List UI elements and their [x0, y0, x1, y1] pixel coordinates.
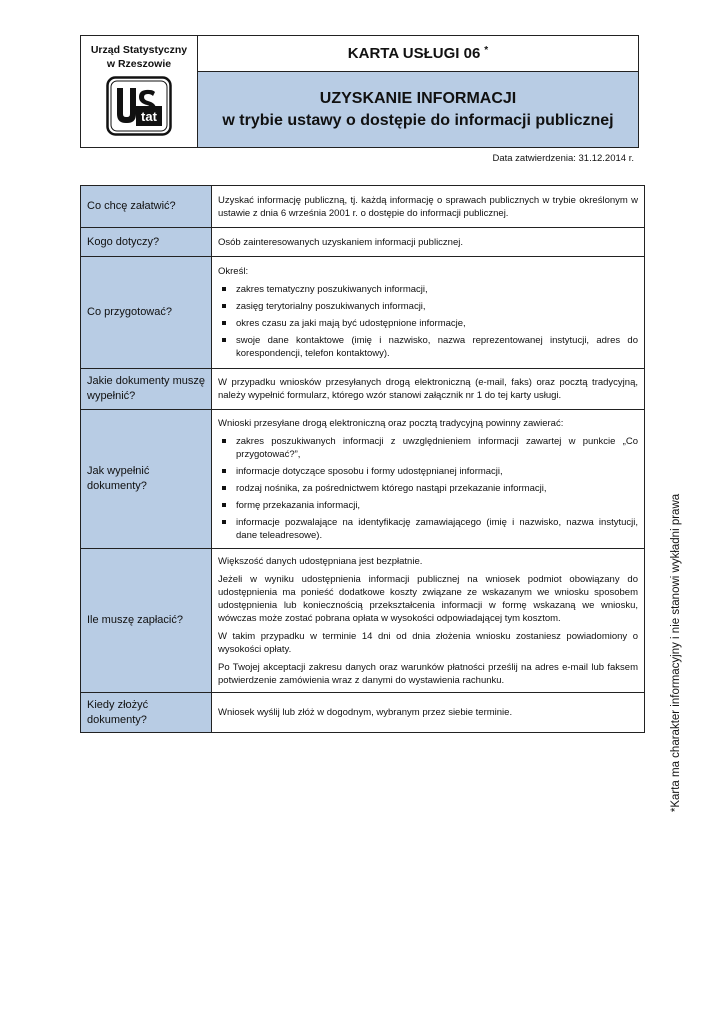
- list-item: formę przekazania informacji,: [218, 499, 638, 512]
- prepare-list: [218, 283, 638, 360]
- list-item: zasięg terytorialny poszukiwanych informacji,: [218, 300, 638, 313]
- answer-prepare: [212, 257, 645, 369]
- card-title-asterisk: *: [484, 45, 489, 56]
- disclaimer-footnote: [668, 487, 684, 819]
- office-name: [91, 43, 187, 71]
- pay-paragraph: W takim przypadku w terminie 14 dni od dnia złożenia wniosku zostaniesz powiadomiony o wysokości opłaty.: [218, 630, 638, 655]
- list-item: okres czasu za jaki mają być udostępnione informacje,: [218, 317, 638, 330]
- pay-paragraph: Po Twojej akceptacji zakresu danych oraz warunków płatności prześlij na adres e-mail lub faksem potwierdzenie zamówienia wraz z danymi do wystawienia rachunku.: [218, 661, 638, 686]
- question-fill: Jak wypełnić dokumenty?: [81, 410, 212, 549]
- answer-documents: W przypadku wniosków przesyłanych drogą elektroniczną (e-mail, faks) oraz pocztą tradycyjną, należy wypełnić formularz, którego wzór stanowi załącznik nr 1 do tej karty usługi.: [212, 369, 645, 410]
- answer-fill: [212, 410, 645, 549]
- service-title-line-1: UZYSKANIE INFORMACJI: [319, 89, 517, 107]
- question-prepare: Co przygotować?: [81, 257, 212, 369]
- row-pay: [81, 549, 645, 693]
- ustat-logo: [106, 76, 172, 141]
- office-panel: [81, 36, 198, 147]
- list-item: zakres poszukiwanych informacji z uwzględnieniem informacji zawartej w punkcie „Co przygotować?”,: [218, 435, 638, 461]
- fill-intro: Wnioski przesyłane drogą elektroniczną oraz pocztą tradycyjną powinny zawierać:: [218, 417, 564, 429]
- question-when: Kiedy złożyć dokumenty?: [81, 693, 212, 733]
- list-item: zakres tematyczny poszukiwanych informacji,: [218, 283, 638, 296]
- pay-paragraph: Większość danych udostępniana jest bezpłatnie.: [218, 555, 423, 567]
- question-documents: Jakie dokumenty muszę wypełnić?: [81, 369, 212, 410]
- row-fill: [81, 410, 645, 549]
- fill-list: [218, 435, 638, 542]
- list-item: rodzaj nośnika, za pośrednictwem którego nastąpi przekazanie informacji,: [218, 482, 638, 495]
- answer-who: Osób zainteresowanych uzyskaniem informacji publicznej.: [212, 228, 645, 257]
- disclaimer-text: *Karta ma charakter informacyjny i nie stanowi wykładni prawa: [670, 493, 682, 813]
- approval-date: Data zatwierdzenia: 31.12.2014 r.: [492, 153, 634, 164]
- list-item: informacje pozwalające na identyfikację zamawiającego (imię i nazwisko, nazwa instytucji, dane teleadresowe).: [218, 516, 638, 542]
- row-documents: [81, 369, 645, 410]
- answer-when: Wniosek wyślij lub złóż w dogodnym, wybranym przez siebie terminie.: [212, 693, 645, 733]
- service-card-table: [80, 185, 645, 733]
- card-title-text: KARTA USŁUGI 06: [347, 45, 481, 62]
- list-item: informacje dotyczące sposobu i formy udostępnianej informacji,: [218, 465, 638, 478]
- header: [80, 35, 639, 148]
- question-pay: Ile muszę zapłacić?: [81, 549, 212, 693]
- list-item: swoje dane kontaktowe (imię i nazwisko, nazwa reprezentowanej instytucji, adres do korespondencji, telefon kontaktowy).: [218, 334, 638, 360]
- svg-text:tat: tat: [141, 109, 157, 124]
- row-when: [81, 693, 645, 733]
- service-title: [198, 72, 638, 147]
- pay-paragraph: Jeżeli w wyniku udostępnienia informacji publicznej na wniosek podmiot obowiązany do udostępnienia ma ponieść dodatkowe koszty związane ze wskazanym we wniosku sposobem udostępnienia lub koniecznością przekształcenia informacji w formę wskazaną we wniosku, wówczas może zostać pobrana opłata w wysokości odpowiadającej tym kosztom.: [218, 573, 638, 624]
- answer-goal: Uzyskać informację publiczną, tj. każdą informację o sprawach publicznych w trybie określonym w ustawie z dnia 6 września 2001 r. o dostępie do informacji publicznej.: [212, 186, 645, 228]
- service-title-line-2: w trybie ustawy o dostępie do informacji publicznej: [222, 111, 614, 129]
- row-who: [81, 228, 645, 257]
- office-line-1: Urząd Statystyczny: [90, 44, 188, 56]
- office-line-2: w Rzeszowie: [106, 58, 172, 70]
- question-goal: Co chcę załatwić?: [81, 186, 212, 228]
- question-who: Kogo dotyczy?: [81, 228, 212, 257]
- card-title: [198, 36, 638, 72]
- prepare-intro: Określ:: [218, 266, 249, 277]
- title-panel: [198, 36, 638, 147]
- row-prepare: [81, 257, 645, 369]
- row-goal: [81, 186, 645, 228]
- answer-pay: [212, 549, 645, 693]
